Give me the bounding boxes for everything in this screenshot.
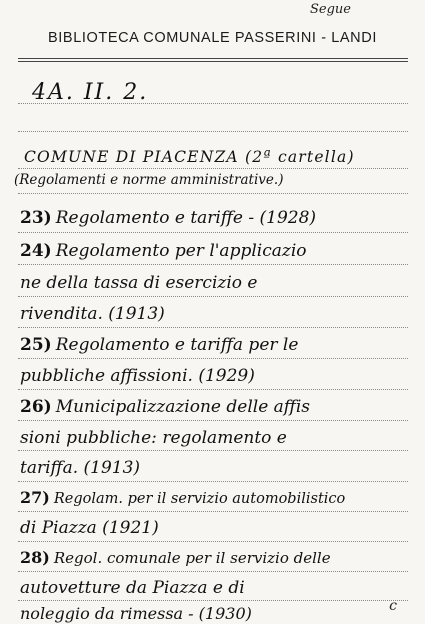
item-continuation: di Piazza (1921) xyxy=(20,518,159,538)
item-text: Regolamento e tariffa per le xyxy=(55,335,299,355)
list-item xyxy=(20,335,298,355)
ruled-line xyxy=(18,600,408,601)
item-continuation: autovetture da Piazza e di xyxy=(20,578,245,598)
item-continuation: rivendita. (1913) xyxy=(20,304,165,324)
item-continuation: pubbliche affissioni. (1929) xyxy=(20,366,255,386)
header-rule xyxy=(18,58,408,62)
ruled-line xyxy=(18,541,408,542)
item-continuation: noleggio da rimessa - (1930) xyxy=(20,604,252,623)
ruled-line xyxy=(18,420,408,421)
item-text: Municipalizzazione delle affis xyxy=(55,397,311,417)
ruled-line xyxy=(18,193,408,194)
ruled-line xyxy=(18,450,408,451)
card-title: COMUNE DI PIACENZA (2ª cartella) xyxy=(24,148,355,166)
list-item xyxy=(20,548,331,567)
list-item xyxy=(20,241,307,261)
card-subtitle: (Regolamenti e norme amministrative.) xyxy=(14,172,284,188)
item-text: Regolamento e tariffe - (1928) xyxy=(55,208,317,228)
ruled-line xyxy=(18,296,408,297)
item-continuation: tariffa. (1913) xyxy=(20,458,141,478)
ruled-line xyxy=(18,131,408,132)
item-number: 27) xyxy=(20,488,50,507)
ruled-line xyxy=(18,389,408,390)
ruled-line xyxy=(18,511,408,512)
list-item xyxy=(20,488,345,507)
shelfmark: 4A. II. 2. xyxy=(32,80,149,105)
corner-note: Segue xyxy=(310,2,351,17)
item-continuation: sioni pubbliche: regolamento e xyxy=(20,428,287,448)
ruled-line xyxy=(18,327,408,328)
item-text: Regol. comunale per il servizio delle xyxy=(53,549,331,567)
list-item xyxy=(20,208,316,228)
ruled-line xyxy=(18,481,408,482)
item-number: 23) xyxy=(20,208,52,228)
item-continuation: ne della tassa di esercizio e xyxy=(20,273,258,293)
ruled-line xyxy=(18,168,408,169)
list-item xyxy=(20,397,310,417)
ruled-line xyxy=(18,571,408,572)
item-text: Regolamento per l'applicazio xyxy=(55,241,307,261)
item-number: 28) xyxy=(20,548,50,567)
item-text: Regolam. per il servizio automobilistico xyxy=(53,491,346,507)
item-number: 24) xyxy=(20,241,52,261)
ruled-line xyxy=(18,358,408,359)
library-header: BIBLIOTECA COMUNALE PASSERINI - LANDI xyxy=(48,30,377,46)
item-number: 26) xyxy=(20,397,52,417)
item-number: 25) xyxy=(20,335,52,355)
corner-mark: c xyxy=(389,598,397,614)
ruled-line xyxy=(18,264,408,265)
ruled-line xyxy=(18,232,408,233)
